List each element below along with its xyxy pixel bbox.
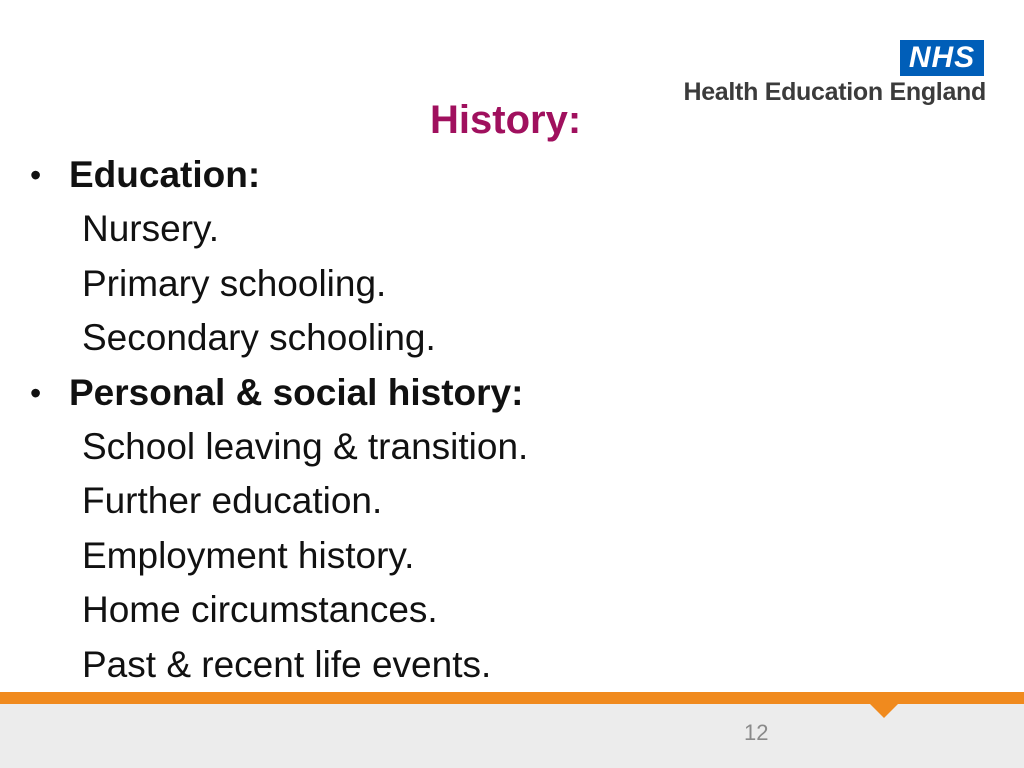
list-item: Past & recent life events. [82,643,492,685]
list-item: Nursery. [82,208,220,249]
list-item: Secondary schooling. [82,317,436,358]
list-item: Further education. [82,480,383,521]
section-heading: Personal & social history: [69,371,524,413]
nhs-hee-logo [636,40,986,112]
bullet-icon: • [30,374,42,411]
section-personal-social-history [0,366,800,693]
footer-accent-bar [0,692,1024,704]
list-item: Home circumstances. [82,589,438,630]
bullet-icon: • [30,157,42,193]
slide-number: 12 [744,720,769,745]
bullet-list [0,148,800,692]
list-item: Primary schooling. [82,262,387,304]
list-item: School leaving & transition. [82,425,529,467]
slide-title: History: [430,98,582,142]
list-item: Employment history. [82,534,415,576]
organization-name: Health Education England [683,78,986,106]
section-education [0,148,800,366]
footer-notch [870,704,898,718]
bullet-heading [0,366,800,420]
bullet-heading [0,148,800,202]
section-heading: Education: [69,154,261,195]
nhs-logo-mark: NHS [900,40,984,76]
